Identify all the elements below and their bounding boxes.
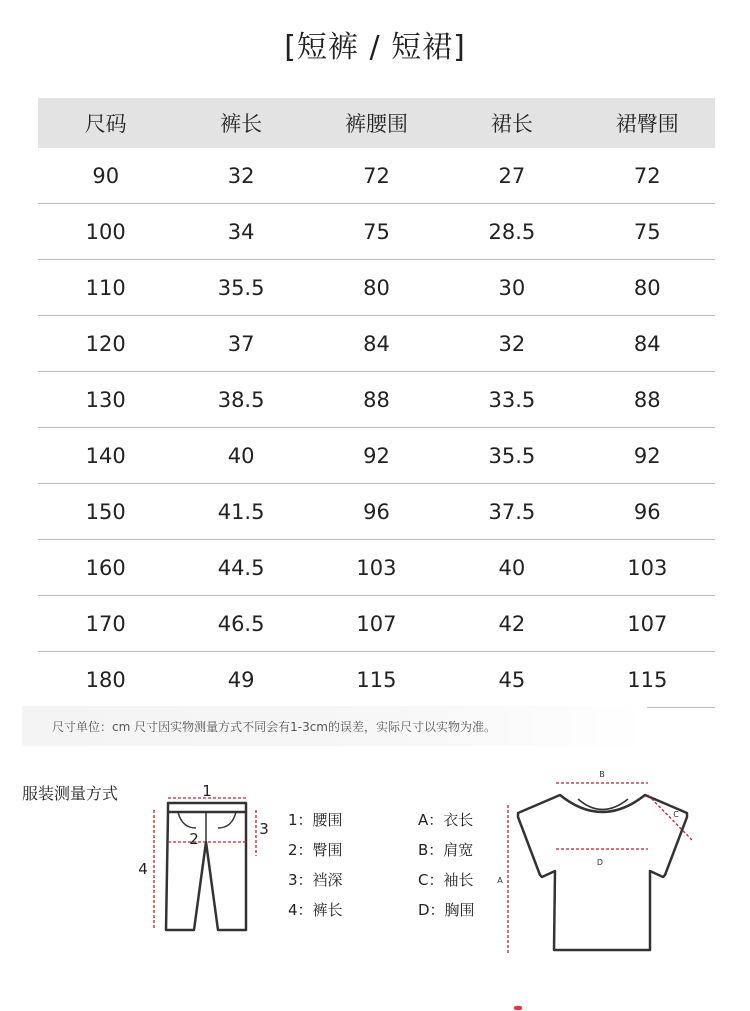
pants-legend-length: 4：裤长 [288, 901, 343, 919]
cell-skirt-length: 40 [444, 540, 579, 596]
cell-size: 180 [38, 652, 173, 708]
cell-skirt-hip: 103 [580, 540, 715, 596]
shirt-legend-chest: D：胸围 [418, 901, 475, 919]
table-header-row [38, 98, 715, 148]
cell-size: 120 [38, 316, 173, 372]
pants-label-1: 1 [202, 782, 212, 800]
cell-skirt-hip: 84 [580, 316, 715, 372]
table-row [38, 540, 715, 596]
pants-legend-rise: 3：裆深 [288, 871, 343, 889]
table-row [38, 260, 715, 316]
cell-pants-length: 46.5 [173, 596, 308, 652]
cell-pants-waist: 96 [309, 484, 444, 540]
cell-size: 110 [38, 260, 173, 316]
header-size: 尺码 [38, 98, 173, 148]
header-skirt-length: 裙长 [444, 98, 579, 148]
cell-skirt-hip: 80 [580, 260, 715, 316]
cell-size: 140 [38, 428, 173, 484]
table-row [38, 148, 715, 204]
shirt-legend-shoulder: B：肩宽 [418, 841, 474, 859]
cell-skirt-length: 35.5 [444, 428, 579, 484]
tshirt-label-c: C [673, 810, 679, 819]
cell-skirt-length: 37.5 [444, 484, 579, 540]
cell-pants-waist: 72 [309, 148, 444, 204]
cell-pants-waist: 92 [309, 428, 444, 484]
cell-size: 160 [38, 540, 173, 596]
table-row [38, 204, 715, 260]
cell-size: 170 [38, 596, 173, 652]
tshirt-diagram [490, 765, 710, 970]
pants-label-4: 4 [138, 860, 148, 878]
pants-diagram [132, 780, 272, 940]
table-row [38, 484, 715, 540]
cell-pants-length: 32 [173, 148, 308, 204]
cell-size: 150 [38, 484, 173, 540]
header-pants-length: 裤长 [173, 98, 308, 148]
cell-pants-waist: 103 [309, 540, 444, 596]
cell-pants-length: 40 [173, 428, 308, 484]
cell-skirt-hip: 92 [580, 428, 715, 484]
measure-method-label: 服装测量方式 [22, 784, 119, 803]
cell-pants-length: 37 [173, 316, 308, 372]
size-table [38, 98, 715, 708]
cell-skirt-hip: 88 [580, 372, 715, 428]
cell-skirt-hip: 75 [580, 204, 715, 260]
cell-pants-length: 35.5 [173, 260, 308, 316]
cell-pants-waist: 84 [309, 316, 444, 372]
cell-pants-waist: 107 [309, 596, 444, 652]
cell-skirt-hip: 72 [580, 148, 715, 204]
page-title: [短裤 / 短裙] [284, 30, 466, 65]
cell-pants-length: 41.5 [173, 484, 308, 540]
pants-legend-hip: 2：臀围 [288, 841, 343, 859]
cell-size: 130 [38, 372, 173, 428]
cell-skirt-length: 30 [444, 260, 579, 316]
cell-pants-length: 44.5 [173, 540, 308, 596]
cell-skirt-hip: 107 [580, 596, 715, 652]
header-skirt-hip: 裙臀围 [580, 98, 715, 148]
cell-pants-length: 38.5 [173, 372, 308, 428]
cell-skirt-hip: 96 [580, 484, 715, 540]
pants-measure-lines [154, 798, 256, 930]
cell-pants-length: 34 [173, 204, 308, 260]
cell-skirt-length: 45 [444, 652, 579, 708]
table-row [38, 372, 715, 428]
table-row [38, 652, 715, 708]
header-pants-waist: 裤腰围 [309, 98, 444, 148]
pants-label-2: 2 [189, 830, 199, 848]
pants-legend-waist: 1：腰围 [288, 811, 343, 829]
pants-label-3: 3 [259, 820, 269, 838]
size-note: 尺寸单位：cm 尺寸因实物测量方式不同会有1-3cm的误差，实际尺寸以实物为准。 [52, 720, 496, 734]
tshirt-label-b: B [599, 770, 605, 779]
table-row [38, 316, 715, 372]
pants-legend [288, 805, 343, 925]
cell-pants-waist: 88 [309, 372, 444, 428]
pants-outline [166, 803, 246, 930]
cell-skirt-hip: 115 [580, 652, 715, 708]
table-row [38, 596, 715, 652]
cell-skirt-length: 27 [444, 148, 579, 204]
cell-skirt-length: 42 [444, 596, 579, 652]
cell-size: 100 [38, 204, 173, 260]
cell-pants-length: 49 [173, 652, 308, 708]
tshirt-label-a: A [497, 876, 503, 885]
tshirt-label-d: D [596, 858, 604, 867]
shirt-legend-sleeve: C：袖长 [418, 871, 474, 889]
cell-skirt-length: 32 [444, 316, 579, 372]
cell-pants-waist: 75 [309, 204, 444, 260]
shirt-legend-length: A：衣长 [418, 811, 474, 829]
cell-pants-waist: 115 [309, 652, 444, 708]
cell-pants-waist: 80 [309, 260, 444, 316]
cell-skirt-length: 33.5 [444, 372, 579, 428]
cell-size: 90 [38, 148, 173, 204]
table-row [38, 428, 715, 484]
table-body [38, 148, 715, 708]
shirt-legend [418, 805, 475, 925]
tshirt-outline [518, 795, 687, 950]
cell-skirt-length: 28.5 [444, 204, 579, 260]
decorative-mark [514, 1006, 522, 1010]
